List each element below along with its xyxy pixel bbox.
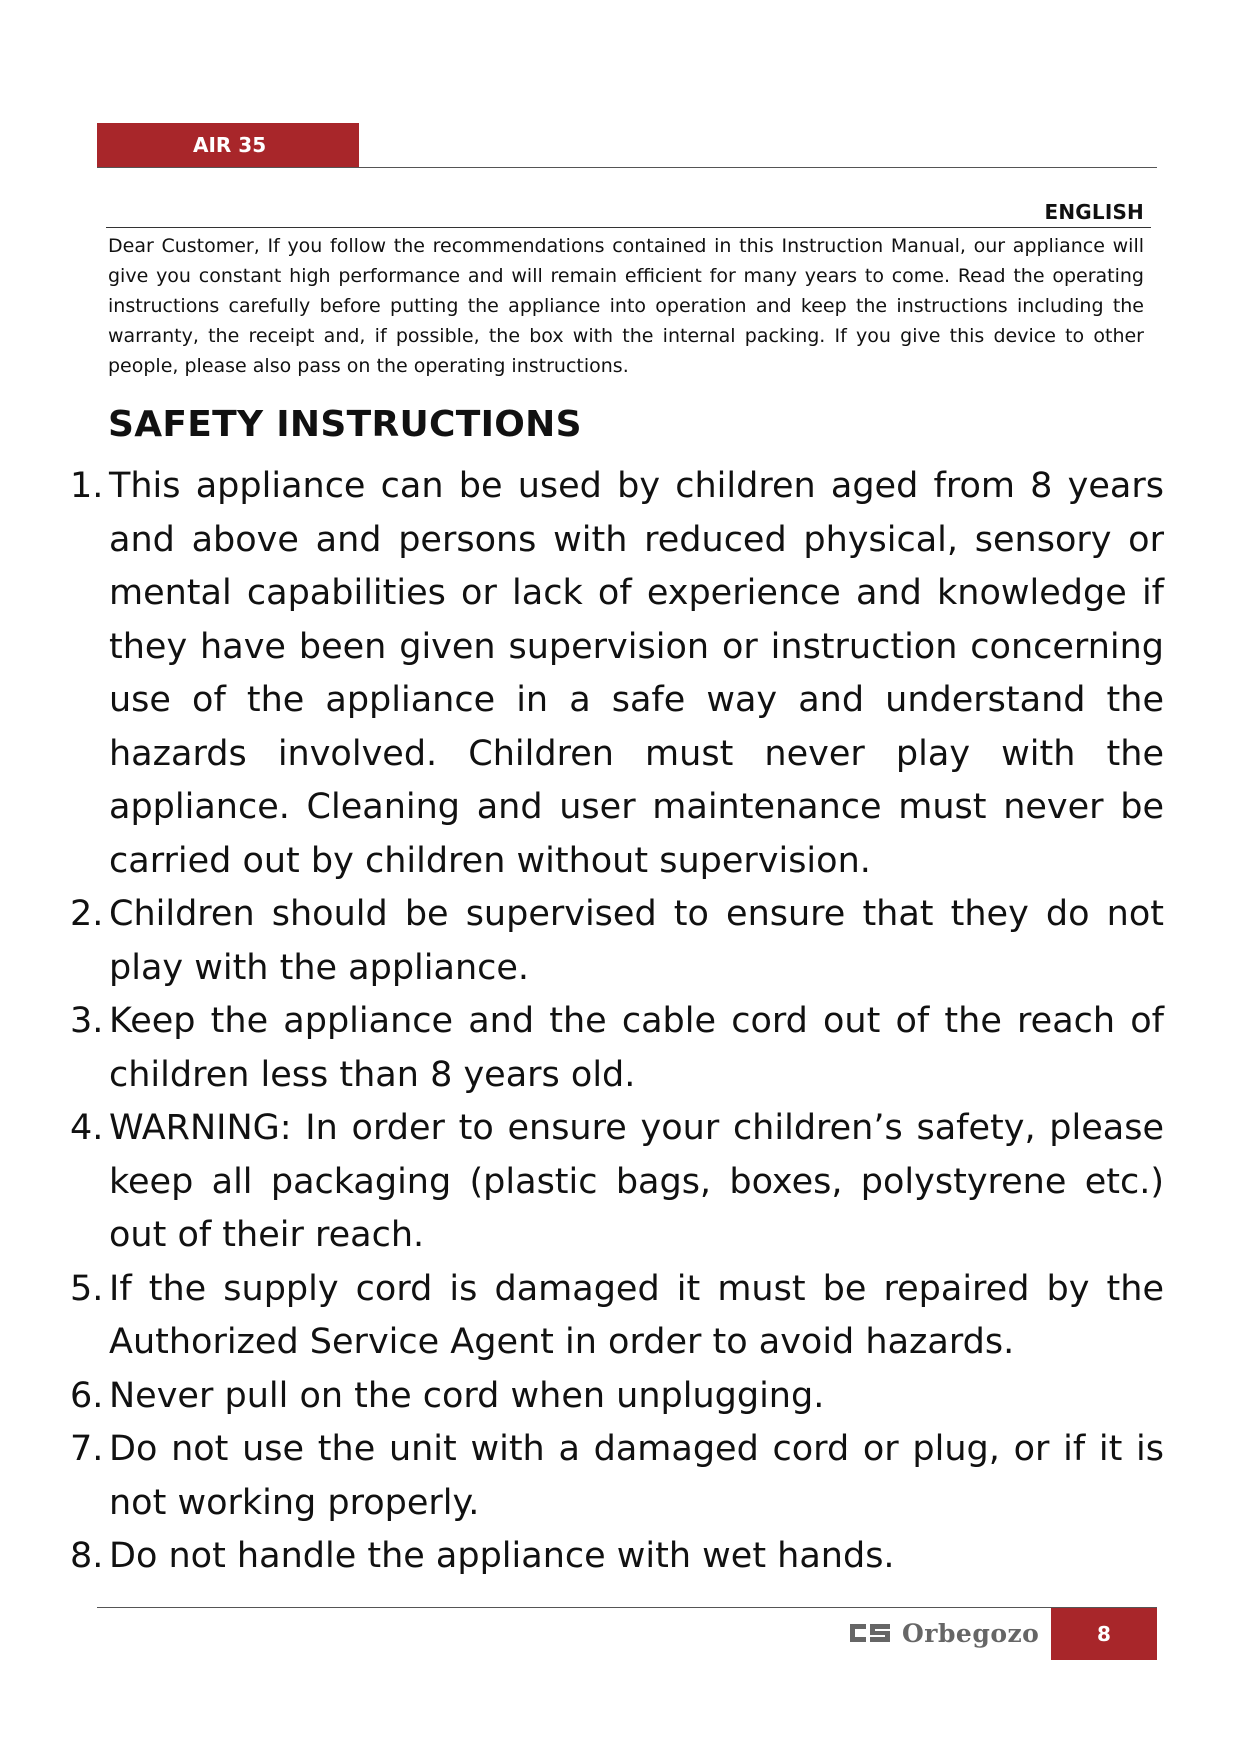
list-item bbox=[70, 460, 1164, 888]
item-number: 6. bbox=[70, 1375, 104, 1416]
list-item bbox=[70, 1263, 1164, 1370]
item-text: Children should be supervised to ensure that they do not play with the appliance. bbox=[109, 894, 1164, 988]
model-tab bbox=[97, 123, 359, 167]
item-text: Never pull on the cord when unplugging. bbox=[109, 1375, 825, 1416]
item-number: 4. bbox=[70, 1108, 104, 1148]
item-text: This appliance can be used by children aged from 8 years and above and persons with reduced physical, sensory or mental capabilities or lack of experience and knowledge if they have been given supervision or instruction concerning use of the appliance in a safe way and understand the hazards involved. Children must never play with the appliance. Cleaning and user maintenance must never be carried out by children without supervision. bbox=[109, 466, 1164, 881]
header-divider bbox=[97, 167, 1157, 168]
safety-instructions-list bbox=[70, 460, 1164, 1584]
item-number: 8. bbox=[70, 1536, 104, 1576]
brand-mark-icon bbox=[848, 1622, 892, 1644]
list-item bbox=[70, 1423, 1164, 1530]
intro-paragraph: Dear Customer, If you follow the recommendations contained in this Instruction Manual, our appliance will give you constant high performance and will remain efficient for many years to come. Read the operating instructions carefully before putting the appliance into operation and keep the instructions including the warranty, the receipt and, if possible, the box with the internal packing. If you give this device to other people, please also pass on the operating instructions. bbox=[108, 235, 1144, 377]
list-item bbox=[70, 1370, 1164, 1424]
item-text: Keep the appliance and the cable cord out of the reach of children less than 8 years old. bbox=[109, 1001, 1164, 1095]
page-number: 8 bbox=[1051, 1608, 1157, 1660]
footer-divider bbox=[97, 1607, 1157, 1608]
list-item bbox=[70, 888, 1164, 995]
brand-logo bbox=[848, 1615, 1039, 1651]
section-title: SAFETY INSTRUCTIONS bbox=[108, 404, 582, 445]
list-item bbox=[70, 995, 1164, 1102]
item-number: 7. bbox=[70, 1429, 104, 1469]
item-number: 2. bbox=[70, 894, 104, 934]
language-label: ENGLISH bbox=[1044, 200, 1144, 224]
model-name: AIR 35 bbox=[193, 133, 267, 157]
item-text: If the supply cord is damaged it must be repaired by the Authorized Service Agent in order to avoid hazards. bbox=[109, 1268, 1164, 1362]
item-text: WARNING: In order to ensure your children’s safety, please keep all packaging (plastic bags, boxes, polystyrene etc.) out of their reach. bbox=[109, 1108, 1164, 1255]
item-number: 3. bbox=[70, 1001, 104, 1041]
item-number: 1. bbox=[70, 466, 104, 506]
brand-name: Orbegozo bbox=[902, 1618, 1040, 1648]
list-item bbox=[70, 1530, 1164, 1584]
item-number: 5. bbox=[70, 1268, 104, 1309]
language-divider bbox=[106, 227, 1151, 228]
item-text: Do not use the unit with a damaged cord or plug, or if it is not working properly. bbox=[109, 1429, 1164, 1523]
item-text: Do not handle the appliance with wet hands. bbox=[109, 1536, 895, 1576]
list-item bbox=[70, 1102, 1164, 1263]
